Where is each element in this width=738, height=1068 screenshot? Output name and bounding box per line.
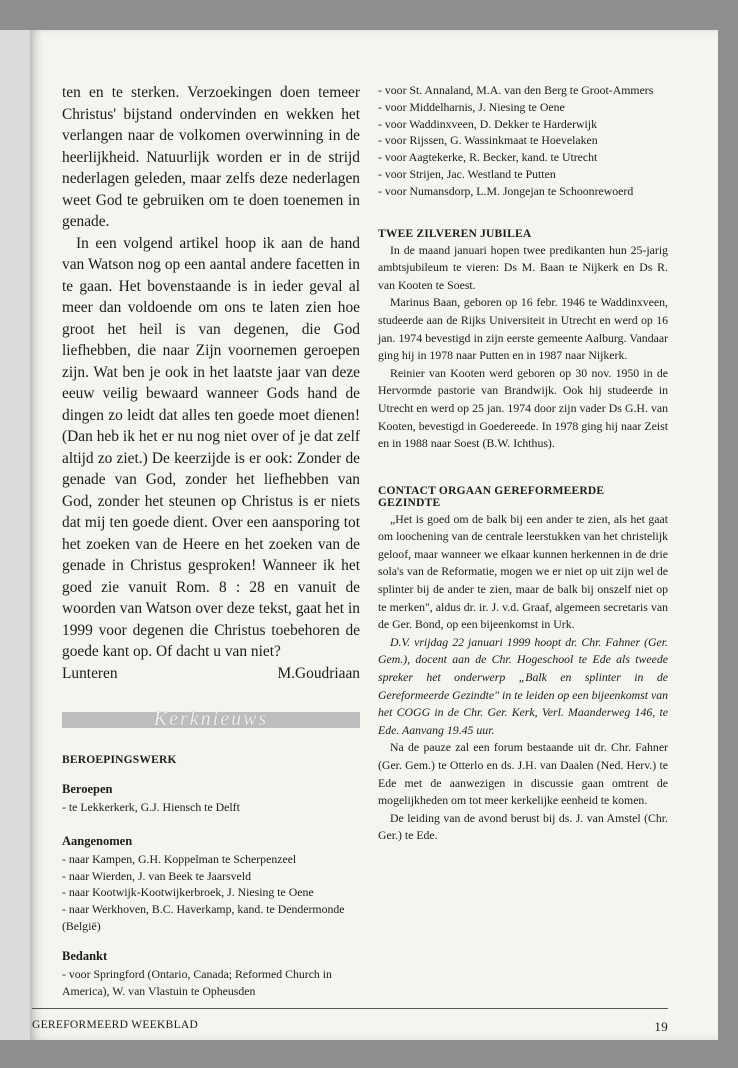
list-item: - voor St. Annaland, M.A. van den Berg te Groot-Ammers	[378, 83, 654, 97]
list-item: - voor Rijssen, G. Wassinkmaat te Hoevelaken	[378, 133, 598, 148]
list-item: - naar Kampen, G.H. Koppelman te Scherpenzeel	[62, 851, 297, 866]
cogg-paragraph: De leiding van de avond berust bij ds. J. van Amstel (Chr. Ger.) te Ede.	[378, 810, 668, 843]
cogg-paragraph: „Het is goed om de balk bij een ander te zien, als het gaat om loochening van de centrale leerstukken van het christelijk geloof, maar wanneer we elkaar kunnen herkennen in de drie sola's van de Reformatie, mogen we er niet op uit zijn wel de splinter bij de ander te zien, maar de balk bij onszelf niet op te merken", aldus dr. ir. J. v.d. Graaf, algemeen secretaris van de Ger. Bond, op een bijeenkomst in Urk.	[378, 511, 668, 632]
cogg-paragraph-italic: D.V. vrijdag 22 januari 1999 hoopt dr. Chr. Fahner (Ger. Gem.), docent aan de Chr. Hogeschool te Ede als tweede spreker het onderwerp „Balk en splinter in de Gereformeerde Gezindte" in te leiden op een bijeenkomst van het COGG in de Chr. Ger. Kerk, Verl. Maanderweg 146, te Ede. Aanvang 19.45 uur.	[378, 634, 668, 737]
aangenomen-title: Aangenomen	[62, 833, 133, 848]
article-paragraph: In een volgend artikel hoop ik aan de hand van Watson nog op een aantal andere facetten in te gaan. Het bovenstaande is in ieder geval al meer dan voldoende om ons te laten zien hoe groot het heil is van degenen, die God liefhebben, die naar Zijn voornemen geroepen zijn. Wat ben je ook in het laatste jaar van deze eeuw veilig bewaard wanneer Gods hand de dingen zo leidt dat alles ten goede moet dienen! (Dan heb ik het er nu nog niet over of je dat zelf altijd zo ziet.) De keerzijde is er ook: Zonder de genade van God, zonder het liefhebben van God, zonder het steunen op Christus is er niets dat mij ten goede dient. Over een aansporing tot het zoeken van de Heere en het zoeken van de genade in Christus gesproken! Wanneer ik het goed zie vanuit Rom. 8 : 28 en vanuit de woorden van Watson over deze tekst, gaat het in 1999 voor degenen die Christus toebehoren de goede kant op. Of dacht u van niet?	[62, 234, 360, 660]
signature	[62, 663, 360, 685]
list-item: - naar Werkhoven, B.C. Haverkamp, kand. te Dendermonde (België)	[62, 902, 345, 933]
banner-text: Kerknieuws	[153, 708, 269, 730]
signature-name: M.Goudriaan	[277, 664, 360, 682]
section-title: BEROEPINGSWERK	[62, 754, 177, 766]
cogg-paragraph: Na de pauze zal een forum bestaande uit dr. Chr. Fahner (Ger. Gem.) te Otterlo en ds. J.H. van Daalen (Ned. Herv.) te Ede met de aanwezigen in discussie gaan omtrent de mogelijkheden om tot meer kerkelijke eenheid te komen.	[378, 740, 668, 808]
list-item: - voor Waddinxveen, D. Dekker te Harderwijk	[378, 116, 597, 131]
page-number: 19	[654, 1019, 668, 1034]
bedankt-title: Bedankt	[62, 948, 108, 963]
jubilea-paragraph: Marinus Baan, geboren op 16 febr. 1946 te Waddinxveen, studeerde aan de Rijks Universiteit in Utrecht en werd op 16 jan. 1974 bevestigd in zijn eerste gemeente Aalburg. Vandaar ging hij in 1978 naar Putten en in 1987 naar Nijkerk.	[378, 295, 668, 363]
article-paragraph: ten en te sterken. Verzoekingen doen temeer Christus' bijstand ondervinden en wekken het verlangen naar de volkomen overwinning in de heerlijkheid. Natuurlijk worden er in de strijd nederlagen geleden, maar zelfs deze nederlagen weet God te gebruiken om te doen toenemen in genade.	[62, 84, 360, 230]
jubilea-paragraph: In de maand januari hopen twee predikanten hun 25-jarig ambtsjubileum te vieren: Ds M. Baan te Nijkerk en Ds R. van Kooten te Soest.	[378, 242, 668, 292]
signature-place: Lunteren	[62, 664, 118, 682]
publication-name: GEREFORMEERD WEEKBLAD	[32, 1019, 199, 1031]
list-item: - voor Numansdorp, L.M. Jongejan te Schoonrewoerd	[378, 183, 634, 198]
list-item: - voor Aagtekerke, R. Becker, kand. te Utrecht	[378, 150, 598, 165]
section-banner	[62, 708, 360, 730]
list-item: - naar Wierden, J. van Beek te Jaarsveld	[62, 868, 251, 883]
list-item: - voor Springford (Ontario, Canada; Reformed Church in America), W. van Vlastuin te Opheusden	[62, 966, 332, 998]
left-column	[62, 82, 360, 999]
list-item: - voor Middelharnis, J. Niesing te Oene	[378, 99, 565, 114]
list-item: - voor Strijen, Jac. Westland te Putten	[378, 166, 556, 181]
jubilea-paragraph: Reinier van Kooten werd geboren op 30 nov. 1950 in de Hervormde pastorie van Brandwijk. Ook hij studeerde in Utrecht en werd op 25 jan. 1974 door zijn vader Ds G.H. van Kooten, bevestigd in Goedereede. In 1978 ging hij naar Zeist en in 1988 naar Soest (B.W. Ichthus).	[378, 365, 668, 451]
cogg-title: CONTACT ORGAAN GEREFORMEERDE GEZINDTE	[378, 484, 605, 509]
page-footer	[32, 1008, 668, 1035]
adjacent-page-edge	[0, 30, 30, 1040]
document-page	[30, 30, 718, 1040]
list-item: - naar Kootwijk-Kootwijkerbroek, J. Niesing te Oene	[62, 885, 314, 900]
right-column	[378, 82, 668, 845]
jubilea-title: TWEE ZILVEREN JUBILEA	[378, 227, 532, 240]
list-item: - te Lekkerkerk, G.J. Hiensch te Delft	[62, 800, 240, 814]
beroepen-title: Beroepen	[62, 782, 113, 796]
